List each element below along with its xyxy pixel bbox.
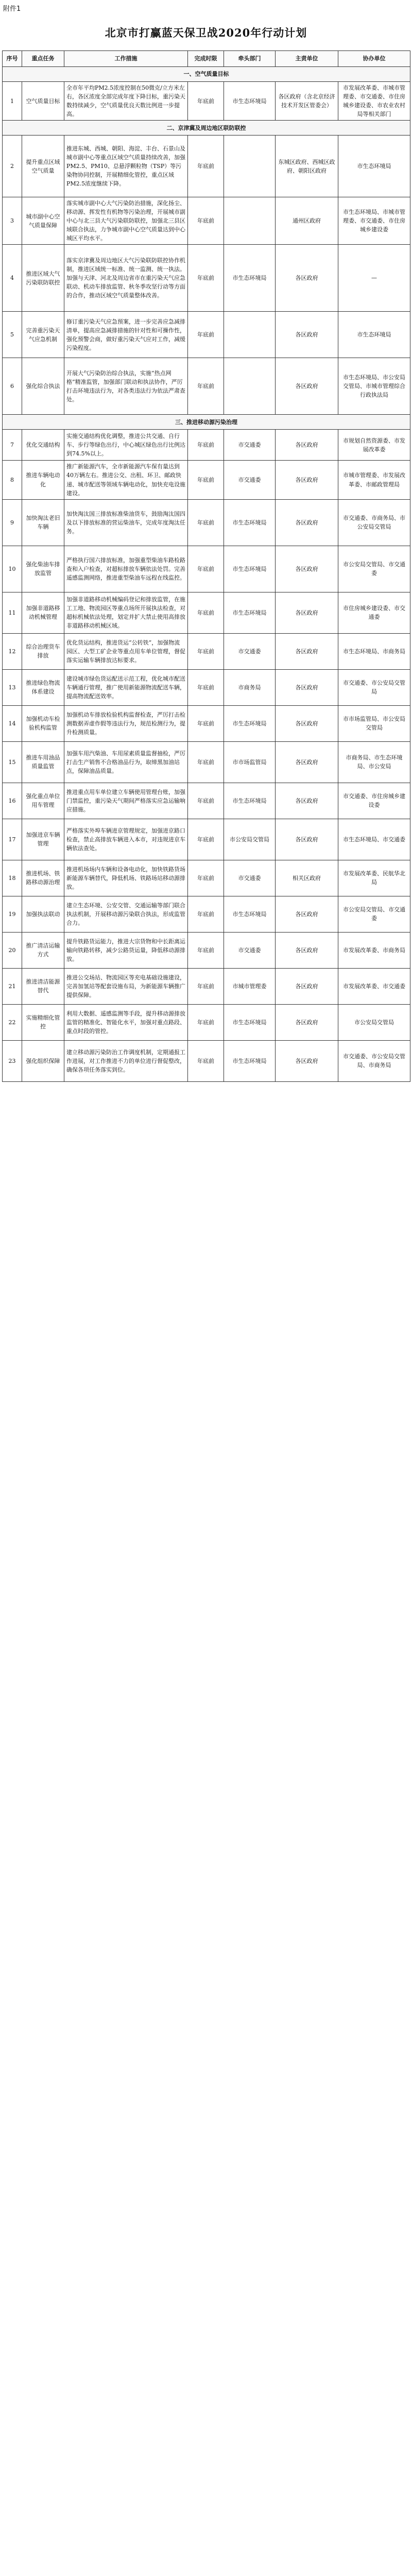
row-measures: 建立生态环境、公安交管、交通运输等部门联合执法机制，开展移动源污染联合执法，形成监管合力。 xyxy=(64,896,188,932)
row-measures: 严格执行国六排放标准，加强重型柴油车路检路查和入户检查，对超标排放车辆依法处罚。完善遥感监测网络，推进重型柴油车远程在线监控。 xyxy=(64,546,188,592)
row-deadline: 年底前 xyxy=(188,705,224,741)
table-row xyxy=(3,819,410,860)
row-task: 加强执法联动 xyxy=(22,896,64,932)
row-responsible-unit: 各区政府 xyxy=(276,430,338,461)
row-number: 3 xyxy=(3,197,22,245)
row-responsible-unit: 各区政府 xyxy=(276,896,338,932)
row-task: 推广清洁运输方式 xyxy=(22,932,64,968)
row-task: 推进车用油品质量监管 xyxy=(22,741,64,783)
row-assisting-units: 市交通委、市住房城乡建设委 xyxy=(338,783,410,819)
row-deadline: 年底前 xyxy=(188,430,224,461)
row-measures: 全市年平均PM2.5浓度控制在50微克/立方米左右，各区浓度全部完成年度下降目标，重污染天数持续减少，空气质量优良天数比例进一步提高。 xyxy=(64,82,188,121)
row-measures: 落实城市副中心大气污染防治措施，深化扬尘、移动源、挥发性有机物等污染治理，开展城市副中心与北三县大气污染联防联控，加强北三县区域联合执法，力争城市副中心空气质量达到中心城区平均水平。 xyxy=(64,197,188,245)
row-lead-department: 市公安局交管局 xyxy=(224,819,276,860)
row-deadline: 年底前 xyxy=(188,499,224,546)
row-measures: 加强非道路移动机械编码登记和排放监管，在施工工地、物流园区等重点场所开展执法检查，对超标机械依法处理，划定并扩大禁止使用高排放非道路移动机械区域。 xyxy=(64,592,188,633)
row-measures: 开展大气污染防治综合执法，实施“热点网格”精准监管，加强部门联动和执法协作，严厉打击环境违法行为，对各类违法行为依法严肃查处。 xyxy=(64,358,188,415)
row-task: 加强机动车检验机构监管 xyxy=(22,705,64,741)
row-assisting-units: 市交通委、市公安局交管局 xyxy=(338,669,410,705)
row-task: 推进车辆电动化 xyxy=(22,461,64,499)
row-assisting-units: 市商务局、市生态环境局、市公安局 xyxy=(338,741,410,783)
table-header-row xyxy=(3,51,410,67)
row-lead-department: 市交通委 xyxy=(224,461,276,499)
row-assisting-units: 市生态环境局 xyxy=(338,135,410,197)
section-header-row xyxy=(3,67,410,82)
row-responsible-unit: 各区政府 xyxy=(276,932,338,968)
row-measures: 实施交通结构优化调整，推进公共交通、自行车、步行等绿色出行，中心城区绿色出行比例达到74.5%以上。 xyxy=(64,430,188,461)
table-row xyxy=(3,358,410,415)
attachment-label: 附件1 xyxy=(3,5,21,13)
row-assisting-units: 市生态环境局、市公安局交管局、市城市管理综合行政执法局 xyxy=(338,358,410,415)
table-row xyxy=(3,705,410,741)
row-responsible-unit: 各区政府 xyxy=(276,669,338,705)
row-lead-department xyxy=(224,197,276,245)
row-measures: 严格落实外埠车辆进京管理规定，加强进京路口检查，禁止高排放车辆进入本市，对违规进京车辆依法查处。 xyxy=(64,819,188,860)
row-assisting-units: 市市场监管局、市公安局交管局 xyxy=(338,705,410,741)
row-responsible-unit: 通州区政府 xyxy=(276,197,338,245)
row-lead-department: 市生态环境局 xyxy=(224,245,276,312)
table-row xyxy=(3,245,410,312)
row-deadline: 年底前 xyxy=(188,135,224,197)
row-number: 14 xyxy=(3,705,22,741)
row-assisting-units: 市交通委、市公安局交管局、市商务局 xyxy=(338,1040,410,1081)
header-task: 重点任务 xyxy=(22,51,64,67)
table-row xyxy=(3,82,410,121)
section-header-row xyxy=(3,121,410,135)
row-lead-department: 市交通委 xyxy=(224,932,276,968)
row-lead-department: 市生态环境局 xyxy=(224,546,276,592)
row-task: 加快淘汰老旧车辆 xyxy=(22,499,64,546)
row-responsible-unit: 各区政府（含北京经济技术开发区管委会） xyxy=(276,82,338,121)
row-responsible-unit: 各区政府 xyxy=(276,592,338,633)
row-responsible-unit: 各区政府 xyxy=(276,461,338,499)
table-row xyxy=(3,592,410,633)
row-responsible-unit: 各区政府 xyxy=(276,546,338,592)
row-deadline: 年底前 xyxy=(188,592,224,633)
row-lead-department: 市生态环境局 xyxy=(224,499,276,546)
table-row xyxy=(3,669,410,705)
row-task: 强化重点单位用车管理 xyxy=(22,783,64,819)
row-deadline: 年底前 xyxy=(188,82,224,121)
table-row xyxy=(3,312,410,358)
row-assisting-units: 市交通委、市商务局、市公安局交管局 xyxy=(338,499,410,546)
table-row xyxy=(3,461,410,499)
row-deadline: 年底前 xyxy=(188,741,224,783)
header-measures: 工作措施 xyxy=(64,51,188,67)
row-deadline: 年底前 xyxy=(188,312,224,358)
row-responsible-unit: 东城区政府、西城区政府、朝阳区政府 xyxy=(276,135,338,197)
row-measures: 加强车用汽柴油、车用尿素质量监督抽检，严厉打击生产销售不合格油品行为，取缔黑加油站点，保障油品质量。 xyxy=(64,741,188,783)
row-number: 15 xyxy=(3,741,22,783)
row-task: 综合治理货车排放 xyxy=(22,633,64,669)
row-assisting-units: 市公安局交管局、市交通委 xyxy=(338,896,410,932)
header-deadline: 完成时限 xyxy=(188,51,224,67)
row-number: 22 xyxy=(3,1004,22,1040)
row-lead-department: 市城市管理委 xyxy=(224,968,276,1004)
row-task: 推进清洁能源替代 xyxy=(22,968,64,1004)
row-task: 强化综合执法 xyxy=(22,358,64,415)
table-row xyxy=(3,932,410,968)
row-deadline: 年底前 xyxy=(188,546,224,592)
row-measures: 建设城市绿色货运配送示范工程，优化城市配送车辆通行管理，推广使用新能源物流配送车辆，提高物流配送效率。 xyxy=(64,669,188,705)
row-number: 5 xyxy=(3,312,22,358)
row-lead-department: 市交通委 xyxy=(224,633,276,669)
header-no: 序号 xyxy=(3,51,22,67)
row-measures: 推进机场场内车辆和设备电动化，加快铁路货场新能源车辆替代，降低机场、铁路场站移动源排放。 xyxy=(64,860,188,896)
row-assisting-units: 市生态环境局、市交通委 xyxy=(338,819,410,860)
row-assisting-units: — xyxy=(338,245,410,312)
table-row xyxy=(3,633,410,669)
table-row xyxy=(3,1040,410,1081)
row-responsible-unit: 各区政府 xyxy=(276,499,338,546)
table-body xyxy=(3,67,410,1082)
row-responsible-unit: 各区政府 xyxy=(276,633,338,669)
row-responsible-unit: 各区政府 xyxy=(276,705,338,741)
row-task: 加强非道路移动机械管理 xyxy=(22,592,64,633)
row-task: 强化柴油车排放监管 xyxy=(22,546,64,592)
row-assisting-units: 市发展改革委、民航华北局 xyxy=(338,860,410,896)
row-lead-department: 市生态环境局 xyxy=(224,783,276,819)
row-deadline: 年底前 xyxy=(188,860,224,896)
row-deadline: 年底前 xyxy=(188,968,224,1004)
table-row xyxy=(3,135,410,197)
table-row xyxy=(3,1004,410,1040)
row-lead-department: 市生态环境局 xyxy=(224,1004,276,1040)
row-number: 13 xyxy=(3,669,22,705)
row-deadline: 年底前 xyxy=(188,358,224,415)
row-task: 推进绿色物流体系建设 xyxy=(22,669,64,705)
row-lead-department: 市生态环境局 xyxy=(224,1040,276,1081)
row-deadline: 年底前 xyxy=(188,896,224,932)
row-deadline: 年底前 xyxy=(188,1040,224,1081)
row-number: 18 xyxy=(3,860,22,896)
row-assisting-units: 市规划自然资源委、市发展改革委 xyxy=(338,430,410,461)
row-lead-department: 市交通委 xyxy=(224,860,276,896)
row-measures: 修订重污染天气应急预案，进一步完善应急减排清单，提高应急减排措施的针对性和可操作性，强化预警会商，做好重污染天气应对工作，减缓污染程度。 xyxy=(64,312,188,358)
row-lead-department: 市生态环境局 xyxy=(224,82,276,121)
row-measures: 推广新能源汽车，全市新能源汽车保有量达到40万辆左右。推进公交、出租、环卫、邮政快递、城市配送等领域车辆电动化，加快充电设施建设。 xyxy=(64,461,188,499)
row-assisting-units: 市生态环境局、市商务局 xyxy=(338,633,410,669)
row-responsible-unit: 各区政府 xyxy=(276,1040,338,1081)
row-measures: 推进公交场站、物流园区等充电基础设施建设，完善加氢站等配套设施布局，为新能源车辆推广提供保障。 xyxy=(64,968,188,1004)
row-deadline: 年底前 xyxy=(188,461,224,499)
table-row xyxy=(3,546,410,592)
row-measures: 推进重点用车单位建立车辆使用管理台账，加强门禁监控，重污染天气期间严格落实应急运输响应措施。 xyxy=(64,783,188,819)
row-lead-department: 市市场监管局 xyxy=(224,741,276,783)
row-lead-department: 市商务局 xyxy=(224,669,276,705)
row-number: 21 xyxy=(3,968,22,1004)
row-number: 12 xyxy=(3,633,22,669)
row-lead-department xyxy=(224,312,276,358)
row-measures: 利用大数据、遥感监测等手段，提升移动源排放监管的精准化、智能化水平，加强对重点路段、重点时段的管控。 xyxy=(64,1004,188,1040)
header-lead: 牵头部门 xyxy=(224,51,276,67)
row-measures: 加快淘汰国三排放标准柴油货车，鼓励淘汰国四及以下排放标准的营运柴油车，完成年度淘汰任务。 xyxy=(64,499,188,546)
row-assisting-units: 市城市管理委、市发展改革委、市邮政管理局 xyxy=(338,461,410,499)
row-number: 11 xyxy=(3,592,22,633)
table-row xyxy=(3,896,410,932)
row-lead-department: 市生态环境局 xyxy=(224,705,276,741)
row-task: 提升重点区域空气质量 xyxy=(22,135,64,197)
row-measures: 建立移动源污染防治工作调度机制，定期通报工作进展，对工作推进不力的单位进行督促整改，确保各项任务落实到位。 xyxy=(64,1040,188,1081)
row-deadline: 年底前 xyxy=(188,783,224,819)
row-assisting-units: 市发展改革委、市商务局 xyxy=(338,932,410,968)
row-task: 强化组织保障 xyxy=(22,1040,64,1081)
row-task: 城市副中心空气质量保障 xyxy=(22,197,64,245)
row-task: 优化交通结构 xyxy=(22,430,64,461)
row-lead-department: 市生态环境局 xyxy=(224,896,276,932)
row-task: 推进区域大气污染联防联控 xyxy=(22,245,64,312)
row-measures: 加强机动车排放检验机构监督检查，严厉打击检测数据弄虚作假等违法行为，规范检测行为，提升检测质量。 xyxy=(64,705,188,741)
row-responsible-unit: 各区政府 xyxy=(276,358,338,415)
table-row xyxy=(3,741,410,783)
action-plan-table xyxy=(2,50,410,1082)
row-responsible-unit: 各区政府 xyxy=(276,968,338,1004)
row-measures: 提升铁路货运能力，推进大宗货物和中长距离运输向铁路转移，减少公路货运量，降低移动源排放。 xyxy=(64,932,188,968)
section-title: 二、京津冀及周边地区联防联控 xyxy=(3,121,410,135)
row-assisting-units: 市住房城乡建设委、市交通委 xyxy=(338,592,410,633)
row-responsible-unit: 各区政府 xyxy=(276,741,338,783)
row-number: 16 xyxy=(3,783,22,819)
row-number: 17 xyxy=(3,819,22,860)
row-lead-department: 市交通委 xyxy=(224,430,276,461)
row-number: 7 xyxy=(3,430,22,461)
row-deadline: 年底前 xyxy=(188,197,224,245)
table-row xyxy=(3,499,410,546)
row-measures: 落实京津冀及周边地区大气污染联防联控协作机制，推进区域统一标准、统一监测、统一执法。加强与天津、河北及周边省市在重污染天气应急联动、机动车排放监管、秋冬季攻坚行动等方面的合作，推动区域空气质量整体改善。 xyxy=(64,245,188,312)
row-measures: 优化货运结构，推进货运“公转铁”，加强物流园区、大型工矿企业等重点用车单位管理，督促落实运输车辆排放达标要求。 xyxy=(64,633,188,669)
row-task: 完善重污染天气应急机制 xyxy=(22,312,64,358)
row-number: 20 xyxy=(3,932,22,968)
row-assisting-units: 市公安局交管局 xyxy=(338,1004,410,1040)
row-measures: 推进东城、西城、朝阳、海淀、丰台、石景山及城市副中心等重点区域空气质量持续改善，加强PM2.5、PM10、总悬浮颗粒物（TSP）等污染物协同控制，开展精细化管控，重点区域PM2.5浓度继续下降。 xyxy=(64,135,188,197)
row-deadline: 年底前 xyxy=(188,669,224,705)
row-lead-department xyxy=(224,358,276,415)
row-assisting-units: 市发展改革委、市城市管理委、市交通委、市住房城乡建设委、市农业农村局等相关部门 xyxy=(338,82,410,121)
row-number: 23 xyxy=(3,1040,22,1081)
row-number: 10 xyxy=(3,546,22,592)
row-number: 19 xyxy=(3,896,22,932)
row-deadline: 年底前 xyxy=(188,819,224,860)
row-number: 4 xyxy=(3,245,22,312)
row-task: 推进机场、铁路移动源治理 xyxy=(22,860,64,896)
row-task: 实施精细化管控 xyxy=(22,1004,64,1040)
row-task: 空气质量目标 xyxy=(22,82,64,121)
row-number: 1 xyxy=(3,82,22,121)
row-assisting-units: 市公安局交管局、市交通委 xyxy=(338,546,410,592)
row-number: 9 xyxy=(3,499,22,546)
table-row xyxy=(3,968,410,1004)
section-title: 三、推进移动源污染治理 xyxy=(3,415,410,430)
row-assisting-units: 市发展改革委、市交通委 xyxy=(338,968,410,1004)
table-row xyxy=(3,430,410,461)
row-responsible-unit: 各区政府 xyxy=(276,783,338,819)
row-lead-department: 市生态环境局 xyxy=(224,592,276,633)
header-assist: 协办单位 xyxy=(338,51,410,67)
document-title: 北京市打赢蓝天保卫战2020年行动计划 xyxy=(105,26,307,39)
table-row xyxy=(3,197,410,245)
row-responsible-unit: 各区政府 xyxy=(276,312,338,358)
row-deadline: 年底前 xyxy=(188,932,224,968)
row-deadline: 年底前 xyxy=(188,245,224,312)
row-responsible-unit: 各区政府 xyxy=(276,819,338,860)
row-task: 加强进京车辆管理 xyxy=(22,819,64,860)
row-responsible-unit: 各区政府 xyxy=(276,1004,338,1040)
row-responsible-unit: 各区政府 xyxy=(276,245,338,312)
row-assisting-units: 市生态环境局、市城市管理委、市交通委、市住房城乡建设委 xyxy=(338,197,410,245)
header-main: 主责单位 xyxy=(276,51,338,67)
table-row xyxy=(3,860,410,896)
table-row xyxy=(3,783,410,819)
row-lead-department xyxy=(224,135,276,197)
section-title: 一、空气质量目标 xyxy=(3,67,410,82)
row-number: 2 xyxy=(3,135,22,197)
section-header-row xyxy=(3,415,410,430)
row-responsible-unit: 相关区政府 xyxy=(276,860,338,896)
row-number: 6 xyxy=(3,358,22,415)
row-deadline: 年底前 xyxy=(188,633,224,669)
row-number: 8 xyxy=(3,461,22,499)
row-deadline: 年底前 xyxy=(188,1004,224,1040)
row-assisting-units: 市生态环境局 xyxy=(338,312,410,358)
